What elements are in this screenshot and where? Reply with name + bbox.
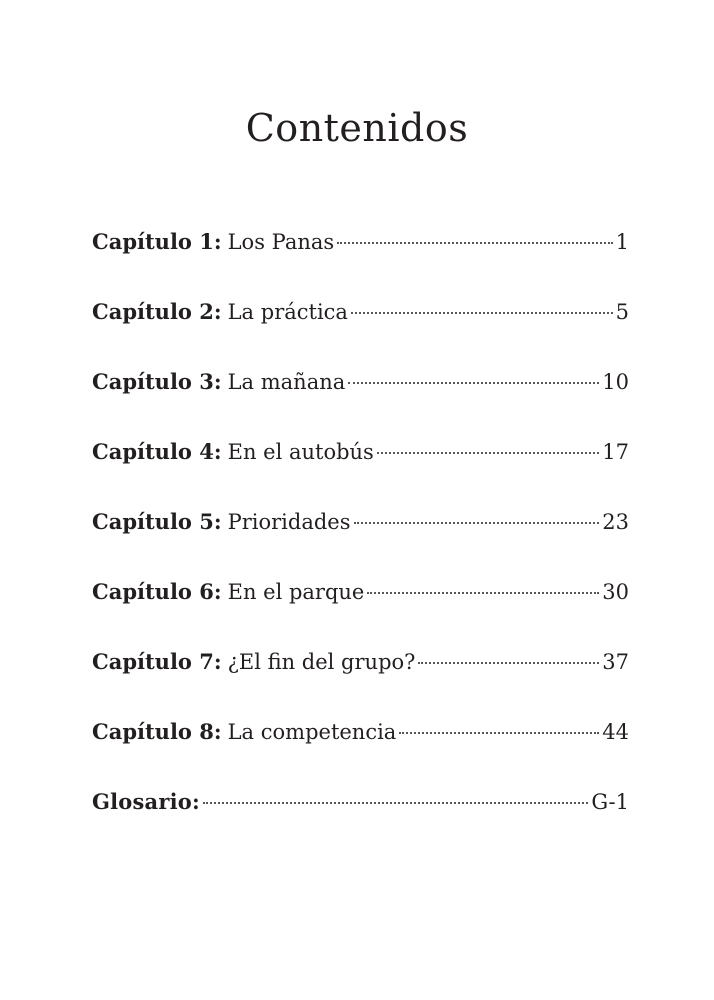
- dot-leader: [399, 732, 599, 734]
- page-number: 1: [615, 230, 629, 254]
- page-number: 30: [602, 580, 629, 604]
- chapter-title: ¿El fin del grupo?: [227, 650, 416, 674]
- page-number: 44: [602, 720, 629, 744]
- toc-entry-glossary[interactable]: [92, 782, 629, 852]
- chapter-label: Capítulo 1:: [92, 229, 222, 254]
- toc-entry-chapter-5[interactable]: [92, 502, 629, 572]
- dot-leader: [351, 312, 613, 314]
- toc-entry-chapter-7[interactable]: [92, 642, 629, 712]
- glossary-label: Glosario:: [92, 789, 200, 814]
- page-title: Contenidos: [245, 106, 469, 150]
- chapter-title: Los Panas: [227, 230, 335, 254]
- dot-leader: [377, 452, 599, 454]
- toc-entry-chapter-2[interactable]: [92, 292, 629, 362]
- chapter-label: Capítulo 3:: [92, 369, 222, 394]
- toc-entry-chapter-8[interactable]: [92, 712, 629, 782]
- dot-leader: [348, 382, 599, 384]
- page-number: G-1: [591, 790, 629, 814]
- chapter-title: La práctica: [227, 300, 348, 324]
- page-number: 23: [602, 510, 629, 534]
- toc-entry-chapter-3[interactable]: [92, 362, 629, 432]
- page-number: 5: [615, 300, 629, 324]
- dot-leader: [203, 802, 588, 804]
- chapter-title: La mañana: [227, 370, 346, 394]
- dot-leader: [418, 662, 599, 664]
- chapter-label: Capítulo 2:: [92, 299, 222, 324]
- chapter-label: Capítulo 6:: [92, 579, 222, 604]
- page-number: 37: [602, 650, 629, 674]
- chapter-label: Capítulo 8:: [92, 719, 222, 744]
- toc-entry-chapter-4[interactable]: [92, 432, 629, 502]
- chapter-label: Capítulo 5:: [92, 509, 222, 534]
- page-number: 17: [602, 440, 629, 464]
- dot-leader: [337, 242, 612, 244]
- chapter-title: En el autobús: [227, 440, 374, 464]
- page-number: 10: [602, 370, 629, 394]
- toc-entry-chapter-6[interactable]: [92, 572, 629, 642]
- toc-list: [92, 222, 629, 852]
- chapter-title: La competencia: [227, 720, 397, 744]
- toc-entry-chapter-1[interactable]: [92, 222, 629, 292]
- chapter-title: En el parque: [227, 580, 365, 604]
- dot-leader: [367, 592, 599, 594]
- dot-leader: [354, 522, 600, 524]
- chapter-label: Capítulo 4:: [92, 439, 222, 464]
- chapter-title: Prioridades: [227, 510, 351, 534]
- chapter-label: Capítulo 7:: [92, 649, 222, 674]
